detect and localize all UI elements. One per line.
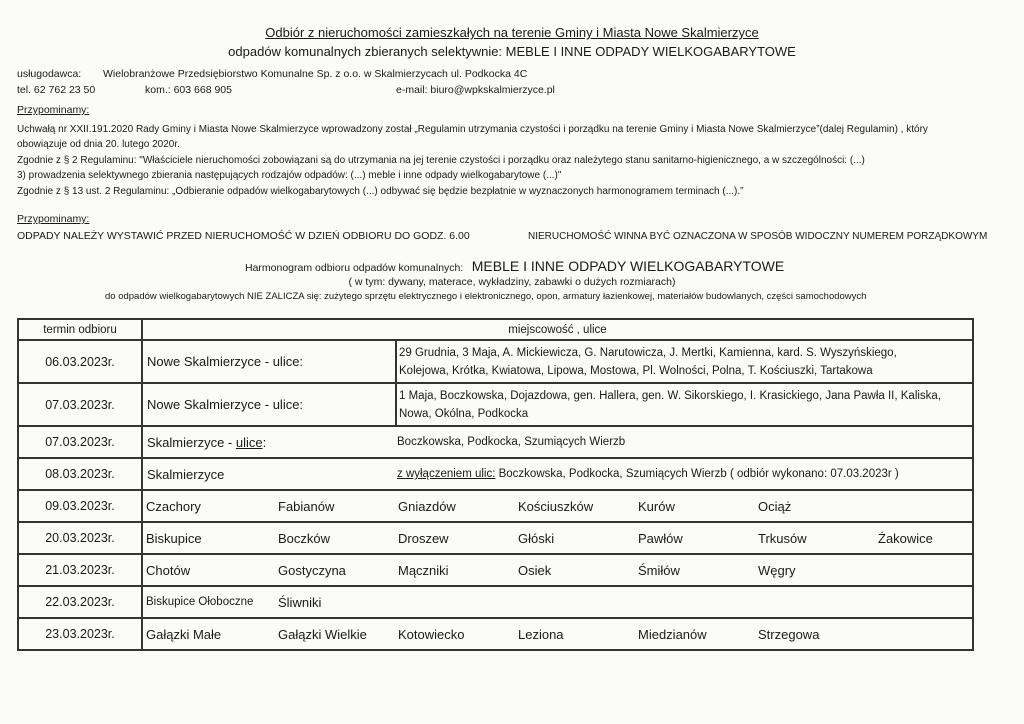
row-date: 22.03.2023r. [18, 586, 142, 618]
reminder-line-3: Zgodnie z § 2 Regulaminu: "Właściciele nieruchomości zobowiązani są do utrzymania na jej terenie czystości i porządku oraz należytego stanu sanitarno-higienicznego, a w szczególności: (...) [17, 155, 865, 166]
row-date: 08.03.2023r. [18, 458, 142, 490]
reminder-left: ODPADY NALEŻY WYSTAWIĆ PRZED NIERUCHOMOŚĆ W DZIEŃ ODBIORU DO GODZ. 6.00 [17, 230, 470, 242]
schedule-includes: ( w tym: dywany, materace, wykładziny, zabawki o dużych rozmiarach) [348, 276, 676, 288]
provider-kom: kom.: 603 668 905 [145, 84, 232, 96]
village: Ociąż [758, 498, 792, 514]
village: Biskupice [146, 530, 202, 546]
village: Głóski [518, 530, 555, 546]
row-place: Nowe Skalmierzyce - ulice: [147, 397, 304, 412]
table-row [18, 586, 973, 618]
schedule-intro [245, 258, 784, 276]
table-row [18, 618, 973, 650]
village: Pawłów [638, 530, 683, 546]
village: Biskupice Ołoboczne [146, 596, 254, 608]
village: Chotów [146, 562, 191, 578]
provider-label: usługodawca: [17, 68, 82, 80]
row-exclusion-label: z wyłączeniem ulic: [397, 468, 496, 480]
village: Mączniki [398, 562, 449, 578]
village: Węgry [758, 562, 796, 578]
table-row [18, 522, 973, 554]
row-date: 23.03.2023r. [18, 618, 142, 650]
village: Gniazdów [398, 498, 456, 514]
village: Boczków [278, 530, 331, 546]
schedule-exclusion: do odpadów wielkogabarytowych NIE ZALICZA się: zużytego sprzętu elektrycznego i elektronicznego, opon, armatury łazienkowej, materiałów budowlanych, części samochodowych [105, 291, 867, 302]
row-date: 20.03.2023r. [18, 522, 142, 554]
village: Czachory [146, 498, 201, 514]
village: Śmiłów [638, 562, 680, 578]
schedule-category: MEBLE I INNE ODPADY WIELKOGABARYTOWE [471, 258, 785, 274]
row-date: 06.03.2023r. [18, 340, 142, 383]
village: Trkusów [758, 530, 807, 546]
row-place: Skalmierzyce - ulice: [147, 434, 267, 450]
village: Kościuszków [518, 498, 594, 514]
row-streets-1: 1 Maja, Boczkowska, Dojazdowa, gen. Hallera, gen. W. Sikorskiego, I. Krasickiego, Jana Pawła II, Kaliska, [399, 389, 942, 402]
reminder-label-2: Przypominamy: [17, 213, 90, 225]
row-date: 09.03.2023r. [18, 490, 142, 522]
reminder-line-2: obowiązuje od dnia 20. lutego 2020r. [17, 139, 180, 150]
schedule-table [17, 318, 974, 651]
village: Fabianów [278, 498, 335, 514]
row-place: Nowe Skalmierzyce - ulice: [147, 354, 304, 369]
village: Leziona [518, 626, 564, 642]
table-row [18, 426, 973, 458]
row-streets-1: 29 Grudnia, 3 Maja, A. Mickiewicza, G. Narutowicza, J. Mertki, Kamienna, kard. S. Wyszyńskiego, [399, 346, 897, 359]
village: Żakowice [878, 530, 933, 546]
village: Kotowiecko [398, 626, 465, 642]
row-streets-1: Boczkowska, Podkocka, Szumiących Wierzb [397, 436, 626, 448]
header-location: miejscowość , ulice [142, 319, 973, 340]
village: Osiek [518, 562, 552, 578]
reminder-line-1: Uchwałą nr XXII.191.2020 Rady Gminy i Miasta Nowe Skalmierzyce wprowadzony został „Regulamin utrzymania czystości i porządku na terenie Gminy i Miasta Nowe Skalmierzyce”(dalej Regulamin) , który [17, 124, 928, 135]
table-header [18, 319, 973, 340]
doc-subtitle: odpadów komunalnych zbieranych selektywnie: MEBLE I INNE ODPADY WIELKOGABARYTOWE [228, 44, 796, 59]
row-date: 21.03.2023r. [18, 554, 142, 586]
village: Miedzianów [638, 626, 707, 642]
table-row [18, 383, 973, 426]
village: Gostyczyna [278, 562, 346, 578]
header-date: termin odbioru [18, 319, 142, 340]
row-date: 07.03.2023r. [18, 383, 142, 426]
village: Droszew [398, 530, 449, 546]
reminder-right: NIERUCHOMOŚĆ WINNA BYĆ OZNACZONA W SPOSÓB WIDOCZNY NUMEREM PORZĄDKOWYM [528, 231, 988, 242]
village: Strzegowa [758, 626, 820, 642]
row-date: 07.03.2023r. [18, 426, 142, 458]
provider-tel: tel. 62 762 23 50 [17, 84, 96, 96]
provider-name: Wielobranżowe Przedsiębiorstwo Komunalne Sp. z o.o. w Skalmierzycach ul. Podkocka 4C [103, 68, 528, 80]
reminder-line-4: 3) prowadzenia selektywnego zbierania następujących rodzajów odpadów: (...) meble i inne odpady wielkogabarytowe (...)" [17, 170, 562, 181]
village: Gałązki Wielkie [278, 626, 367, 642]
doc-title: Odbiór z nieruchomości zamieszkałych na terenie Gminy i Miasta Nowe Skalmierzyce [265, 25, 759, 40]
table-row [18, 490, 973, 522]
table-row [18, 340, 973, 383]
reminder-line-5: Zgodnie z § 13 ust. 2 Regulaminu: „Odbieranie odpadów wielkogabarytowych (...) odbywać się będzie bezpłatnie w wyznaczonych harmonogramem terminach (...).” [17, 186, 744, 197]
village: Śliwniki [278, 594, 322, 610]
schedule-prefix: Harmonogram odbioru odpadów komunalnych: [245, 262, 464, 274]
row-place: Skalmierzyce [147, 466, 225, 482]
row-streets-1: Boczkowska, Podkocka, Szumiących Wierzb ( odbiór wykonano: 07.03.2023r ) [495, 468, 899, 480]
table-row [18, 458, 973, 490]
village: Gałązki Małe [146, 626, 222, 642]
row-streets-2: Kolejowa, Krótka, Kwiatowa, Lipowa, Mostowa, Pl. Wolności, Polna, T. Kościuszki, Tartakowa [399, 364, 873, 377]
reminder-label-1: Przypominamy: [17, 104, 90, 116]
row-streets-2: Nowa, Okólna, Podkocka [399, 407, 529, 420]
village: Kurów [638, 498, 675, 514]
provider-email: e-mail: biuro@wpkskalmierzyce.pl [396, 84, 555, 96]
table-row [18, 554, 973, 586]
